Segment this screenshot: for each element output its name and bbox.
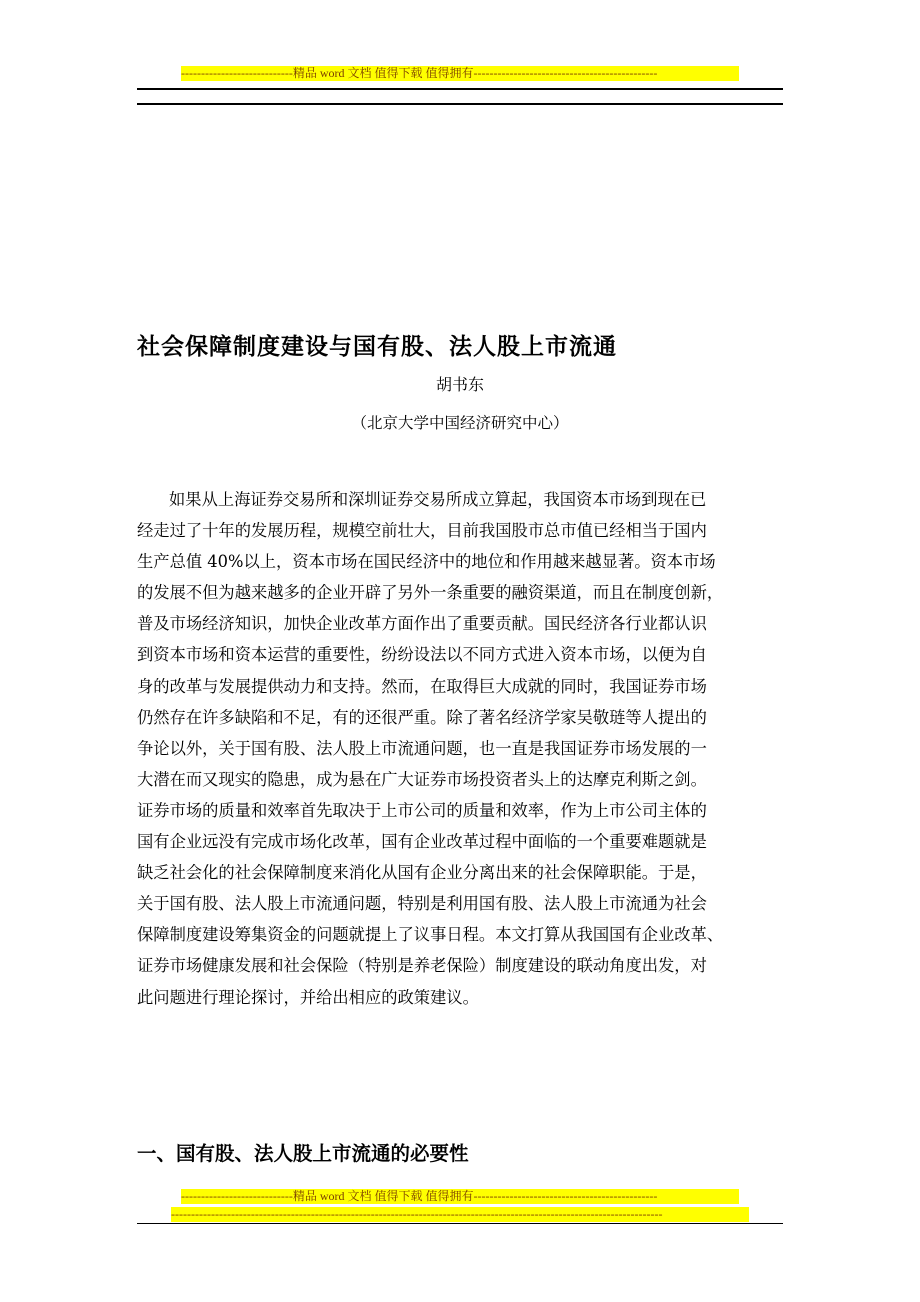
footer-banner: ----------------------------精品 word 文档 值得下载 值得拥有---------------------------------------------- — [181, 1189, 739, 1204]
paragraph-line: 经走过了十年的发展历程，规模空前壮大，目前我国股市总市值已经相当于国内 — [137, 521, 707, 541]
paragraph-line: 此问题进行理论探讨，并给出相应的政策建议。 — [137, 987, 479, 1007]
header-rule-top — [137, 88, 783, 90]
footer-dashes: --------------------------------------------------------------------------------------------------------------------------- — [171, 1207, 749, 1222]
author-affiliation: （北京大学中国经济研究中心） — [351, 414, 569, 432]
paragraph-line: 的发展不但为越来越多的企业开辟了另外一条重要的融资渠道，而且在制度创新， — [137, 583, 724, 603]
paragraph-line: 缺乏社会化的社会保障制度来消化从国有企业分离出来的社会保障职能。于是， — [137, 863, 707, 883]
paragraph-line: 身的改革与发展提供动力和支持。然而，在取得巨大成就的同时，我国证券市场 — [137, 676, 707, 696]
paragraph-line: 如果从上海证券交易所和深圳证券交易所成立算起，我国资本市场到现在已 — [169, 490, 707, 509]
document-title: 社会保障制度建设与国有股、法人股上市流通 — [137, 334, 617, 360]
paragraph-line: 保障制度建设筹集资金的问题就提上了议事日程。本文打算从我国国有企业改革、 — [137, 925, 724, 945]
footer-rule — [137, 1223, 783, 1224]
header-rule-bottom — [137, 103, 783, 105]
header-banner: ----------------------------精品 word 文档 值得下载 值得拥有---------------------------------------------- — [181, 66, 739, 81]
paragraph-line: 到资本市场和资本运营的重要性，纷纷设法以不同方式进入资本市场，以便为自 — [137, 645, 707, 665]
paragraph-line: 关于国有股、法人股上市流通问题，特别是利用国有股、法人股上市流通为社会 — [137, 894, 707, 914]
body-paragraph — [137, 484, 788, 1013]
paragraph-line: 证券市场的质量和效率首先取决于上市公司的质量和效率，作为上市公司主体的 — [137, 800, 707, 820]
paragraph-line: 大潜在而又现实的隐患，成为悬在广大证券市场投资者头上的达摩克利斯之剑。 — [137, 769, 707, 789]
paragraph-line: 争论以外，关于国有股、法人股上市流通问题，也一直是我国证券市场发展的一 — [137, 738, 707, 758]
author-name: 胡书东 — [435, 375, 484, 394]
paragraph-line: 普及市场经济知识，加快企业改革方面作出了重要贡献。国民经济各行业都认识 — [137, 614, 707, 634]
paragraph-line: 仍然存在许多缺陷和不足，有的还很严重。除了著名经济学家吴敬琏等人提出的 — [137, 707, 707, 727]
section-heading: 一、国有股、法人股上市流通的必要性 — [137, 1142, 469, 1165]
paragraph-line: 证券市场健康发展和社会保险（特别是养老保险）制度建设的联动角度出发，对 — [137, 956, 707, 976]
paragraph-line: 国有企业远没有完成市场化改革，国有企业改革过程中面临的一个重要难题就是 — [137, 832, 707, 852]
paragraph-line: 生产总值 40%以上，资本市场在国民经济中的地位和作用越来越显著。资本市场 — [137, 552, 716, 572]
